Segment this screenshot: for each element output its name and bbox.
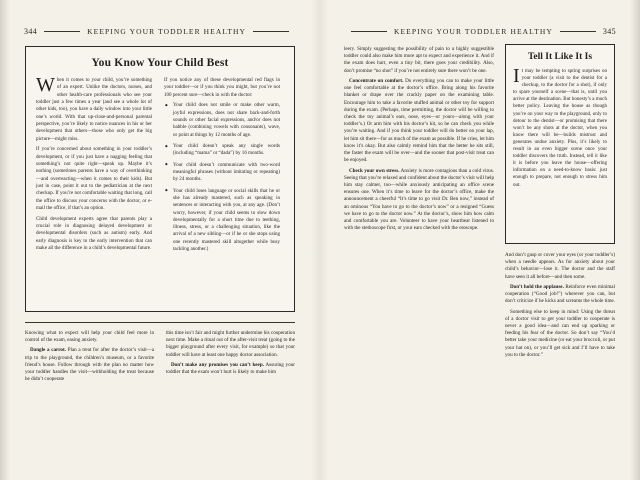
box-column-left (36, 74, 152, 257)
paragraph (166, 362, 295, 376)
list-item: ◆ Your child doesn’t speak any single words (including “mama” or “dada”) by 16 months. (171, 143, 280, 158)
paragraph-text: Anxiety is more contagious than a cold virus. Seeing that you’re relaxed and confident about the doctor’s visit will help him stay calmer, too—while anxiously anticipating an office scene ensures one. When it’s time to leave for the doctor’s office, make the announcement a cheerful “It’s time to go visit Dr. Ben now,” instead of an ominous “You have to go to the doctor’s now” or a resigned “Guess we have to go to the doctor now.” At the doctor’s, show him how calm and comfortable you are. Volunteer to have your heartbeat listened to with the stethoscope first, or your ears checked with the otoscope. (344, 167, 494, 232)
paragraph: Something else to keep in mind: Using the threat of a doctor visit to get your toddler to cooperate is never a good idea—and can end up sparking or feeding his fear of the doctor. So don’t say “You’d better take your medicine (or eat your broccoli, or put your hat on), or you’ll get sick and I’ll have to take you to the doctor.” (505, 308, 615, 358)
run-in-head: Don’t hold the applause. (510, 283, 564, 290)
rule (351, 31, 387, 32)
folio-right: 345 (602, 26, 617, 36)
run-in-head: Concentrate on comfort. (349, 77, 404, 84)
red-flags-list (164, 102, 280, 253)
paragraph: It may be tempting to spring surprises on your toddler (a visit to the dentist for a checkup, to the doctor for a shot), if only to spare yourself a scene—that is, until you arrive at the destination. But honesty’s a much better policy. Leaving the house as though you’re on your way to the playground, only to detour to the dentist—or promising that there won’t be any shots at the doctor, when you know there will be—builds mistrust and generates undue anxiety. Plus, it’s likely to result in an even bigger scene once your toddler discovers the truth. Instead, tell it like it is before you leave the house—offering information on a need-to-know basis: just enough to prepare, not enough to stress him out. (513, 65, 607, 188)
rule (253, 31, 289, 32)
running-head-title-left: KEEPING YOUR TODDLER HEALTHY (87, 26, 247, 36)
right-page-column-1 (344, 46, 494, 235)
box-columns (36, 74, 284, 257)
paragraph (344, 78, 494, 165)
run-in-head: Don’t make any promises you can’t keep. (171, 361, 264, 368)
running-head-left (24, 24, 296, 38)
list-item: ◆ Your child doesn’t communicate with two-word meaningful phrases (without imitating or repeating) by 24 months. (171, 162, 280, 184)
paragraph (344, 168, 494, 233)
right-page-column-2 (505, 252, 615, 362)
paragraph: this time isn’t fair and might further undermine his cooperation next time. Make a ritual out of the after-visit treat (going to the bigger playground after every visit, for example) so that your toddler will have at least one happy doctor association. (166, 330, 295, 358)
list-item: ◆ Your child loses language or social skills that he or she has already mastered, such as speaking in sentences or interacting with you, at any age. (Don’t worry, however, if your child seems to slow down developmentally for a short time due to teething, illness, stress, or a challenging situation, like the arrival of a new sibling—or if he or she stops using one recently mastered skill altogether while busy tackling another.) (171, 188, 280, 254)
box-title: You Know Your Child Best (91, 57, 229, 69)
paragraph-text: Assuring your toddler that the exam won’t hurt is likely to make him (166, 361, 295, 376)
left-page-column-1 (25, 330, 154, 387)
paragraph (25, 347, 154, 383)
paragraph-text: Do everything you can to make your little one feel comfortable at the doctor’s office. Bring along his favorite blanket or drape over the crackly paper on the examining table. Encourage him to take a favorite stuffed animal or other toy for support during the exam. (Perhaps, time permitting, the doctor will be willing to check the toy animal’s ears, nose, eyes—or yours—along with your toddler’s.) Or arm him with his doctor’s kit, so he can check you while you’re waiting. And if you think your toddler will do better on your lap, let him sit there—for as much of the exam as possible. If he cries, let him know it’s okay. But also calmly remind him that the better he sits still, the faster the exam will be over—and the sooner that post-visit treat can be enjoyed. (344, 77, 494, 164)
box-title: Tell It Like It Is (527, 52, 593, 62)
paragraph-text: Reinforce even minimal cooperation (“Good job!”) wherever you can, but don’t criticize if he kicks and screams the whole time. (505, 283, 615, 305)
page-edge-shadow-right (630, 0, 640, 480)
paragraph-text: Plan a treat for after the doctor’s visit—a trip to the playground, the children’s museum, or a favorite friend’s house. Follow through with the plan no matter how your toddler handles the visit—withholding the treat because he didn’t cooperate (25, 347, 154, 383)
rule (44, 31, 80, 32)
drop-cap: I (513, 65, 520, 87)
run-in-head: Check your own stress. (349, 167, 400, 174)
left-page-column-2 (166, 330, 295, 379)
running-head-right (344, 24, 616, 38)
paragraph: When it comes to your child, you’re something of an expert. Unlike the doctors, nurses, and other health-care professionals who see your toddler just a few times a year (and see a whole lot of other kids, too), you have a daily window into your little one’s world. With that up-close-and-personal parental perspective, you’re likely to notice nuances in his or her development that others—those who only get the big picture—might miss. (36, 74, 152, 142)
sidebar-box-you-know-your-child-best (25, 46, 295, 312)
paragraph (505, 284, 615, 306)
paragraph: Child development experts agree that parents play a crucial role in diagnosing delayed development or developmental disorders (such as autism) early. And early diagnosis is key to the early intervention that can make all the difference in a child’s developmental future. (36, 215, 152, 251)
paragraph: If you notice any of these developmental red flags in your toddler—or if you think you might, but you’re not 100 percent sure—check in with the doctor: (164, 77, 280, 98)
paragraph: leery. Simply suggesting the possibility of pain to a highly suggestible toddler could also make him more apt to expect and experience it. And if the exam does hurt, even a tiny bit, there goes your credibility. Also, don’t promise “no shot” if you’re not entirely sure there won’t be one. (344, 46, 494, 74)
rule (560, 31, 596, 32)
drop-cap: W (36, 74, 55, 96)
paragraph: Knowing what to expect will help your child feel more in control of the exam, easing anxiety. (25, 330, 154, 344)
folio-left: 344 (24, 26, 38, 36)
running-head-title-right: KEEPING YOUR TODDLER HEALTHY (393, 26, 553, 36)
box-body (513, 65, 607, 189)
box-column-right (164, 77, 280, 257)
run-in-head: Dangle a carrot. (30, 347, 66, 354)
page-edge-shadow-left (0, 0, 10, 480)
horizontal-rule-left-page (25, 322, 295, 323)
paragraph: And don’t gasp or cover your eyes (or your toddler’s) when a needle appears. As for anxiety about your child’s behavior—lose it. The doctor and the staff have seen it all before—and then some. (505, 252, 615, 280)
sidebar-box-tell-it-like-it-is (505, 44, 615, 244)
page-gutter (312, 0, 328, 480)
list-item: ◆ Your child does not smile or make other warm, joyful expressions, does not share back-and-forth sounds or other facial expressions, and/or does not babble (combining vowels with consonants), wave, or point at things by 12 months of age. (171, 102, 280, 139)
paragraph: If you’re concerned about something in your toddler’s development, or if you just have a nagging feeling that something’s not quite right—speak up. Maybe it’s nothing (sometimes parents have a way of overthinking—and overreacting—when it comes to their kids). But just in case, point it out to the pediatrician at the next checkup. If you’re not comfortable waiting that long, call the office to discuss your concerns with the doctor, or e-mail the office, if that’s an option. (36, 146, 152, 211)
